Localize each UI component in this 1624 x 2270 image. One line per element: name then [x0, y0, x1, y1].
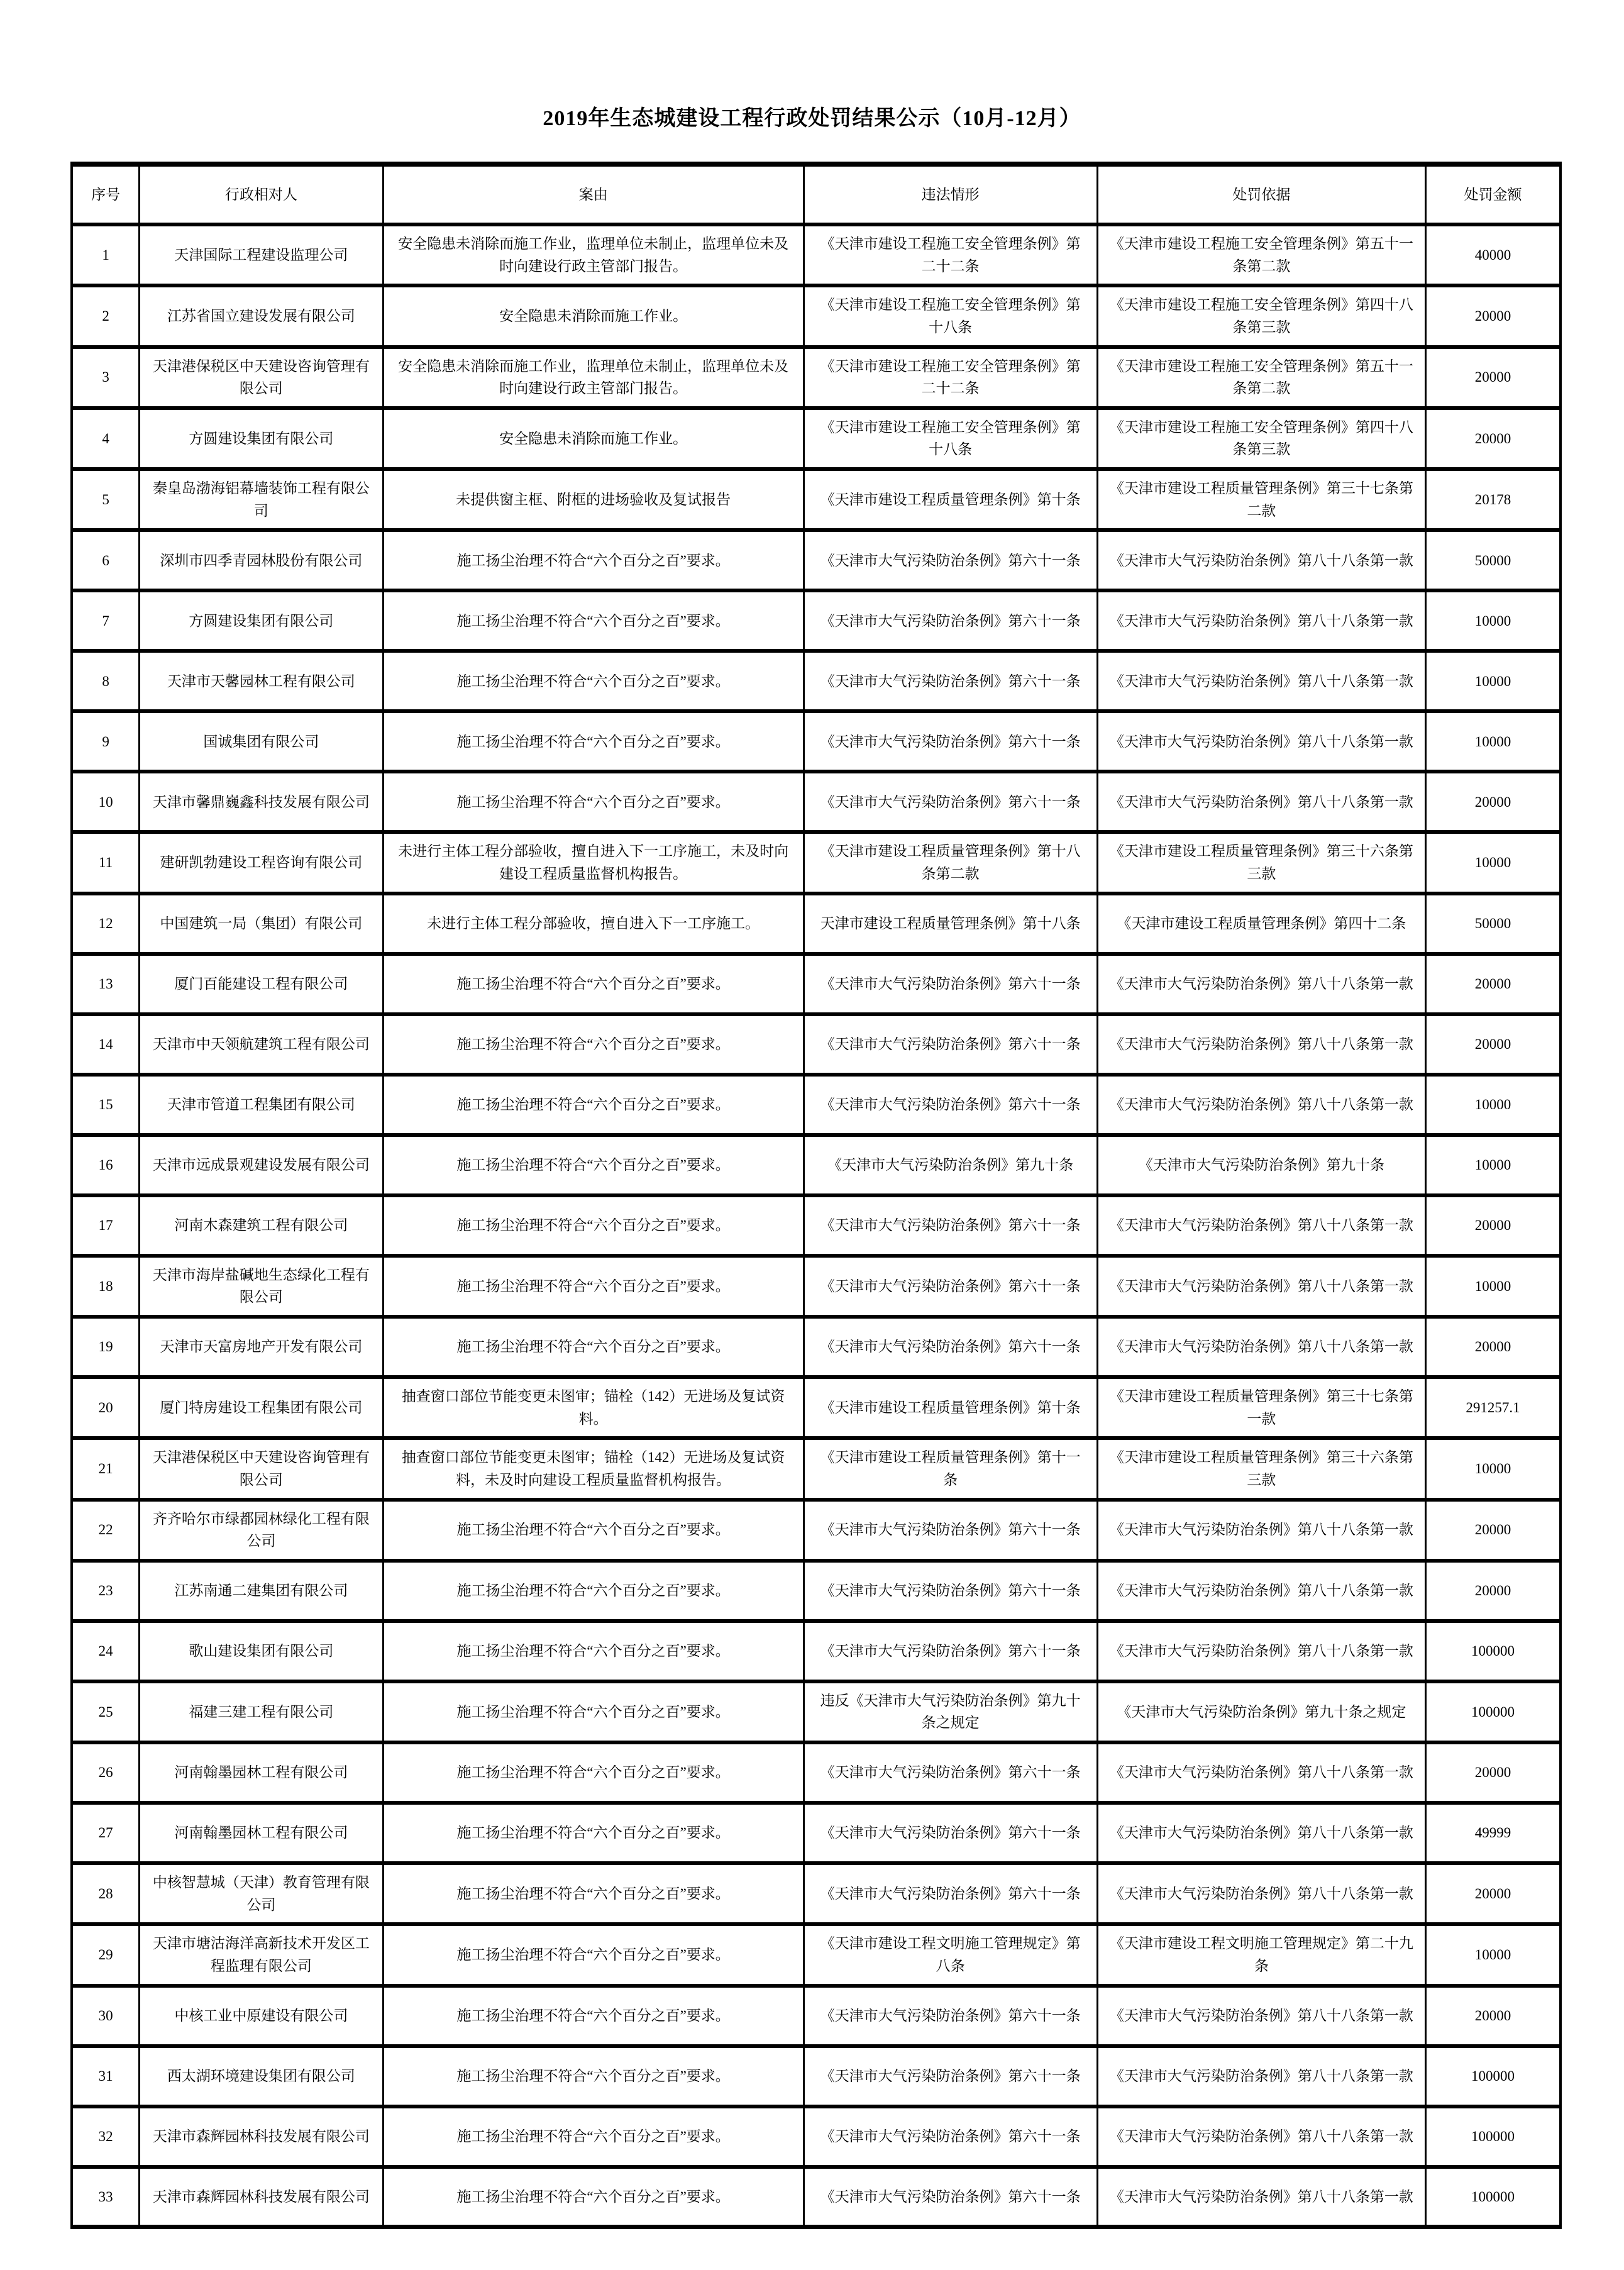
cell-amount: 100000 — [1425, 2046, 1560, 2107]
cell-amount: 10000 — [1425, 1924, 1560, 1985]
cell-party: 秦皇岛渤海铝幕墙装饰工程有限公司 — [140, 469, 383, 530]
cell-party: 中国建筑一局（集团）有限公司 — [140, 894, 383, 954]
table-row — [72, 1803, 1560, 1863]
cell-no: 27 — [72, 1803, 140, 1863]
cell-party: 天津市馨鼎巍鑫科技发展有限公司 — [140, 772, 383, 832]
cell-violation: 《天津市大气污染防治条例》第六十一条 — [804, 1742, 1097, 1803]
cell-party: 天津市海岸盐碱地生态绿化工程有限公司 — [140, 1256, 383, 1317]
cell-cause: 施工扬尘治理不符合“六个百分之百”要求。 — [383, 1195, 804, 1256]
cell-violation: 《天津市大气污染防治条例》第六十一条 — [804, 2046, 1097, 2107]
table-row — [72, 1500, 1560, 1561]
cell-cause: 施工扬尘治理不符合“六个百分之百”要求。 — [383, 1803, 804, 1863]
cell-amount: 49999 — [1425, 1803, 1560, 1863]
table-row — [72, 1075, 1560, 1135]
cell-cause: 抽查窗口部位节能变更未图审；锚栓（142）无进场及复试资料，未及时向建设工程质量监督机构报告。 — [383, 1438, 804, 1499]
cell-basis: 《天津市大气污染防治条例》第八十八条第一款 — [1097, 711, 1425, 772]
cell-no: 21 — [72, 1438, 140, 1499]
cell-amount: 10000 — [1425, 1135, 1560, 1195]
cell-amount: 20178 — [1425, 469, 1560, 530]
cell-violation: 《天津市大气污染防治条例》第六十一条 — [804, 2107, 1097, 2167]
header-cause: 案由 — [383, 164, 804, 224]
cell-cause: 施工扬尘治理不符合“六个百分之百”要求。 — [383, 1135, 804, 1195]
cell-cause: 抽查窗口部位节能变更未图审；锚栓（142）无进场及复试资料。 — [383, 1377, 804, 1438]
cell-amount: 20000 — [1425, 1317, 1560, 1377]
cell-no: 23 — [72, 1561, 140, 1621]
cell-basis: 《天津市大气污染防治条例》第九十条 — [1097, 1135, 1425, 1195]
cell-basis: 《天津市大气污染防治条例》第八十八条第一款 — [1097, 1621, 1425, 1681]
cell-party: 中核智慧城（天津）教育管理有限公司 — [140, 1863, 383, 1924]
cell-cause: 施工扬尘治理不符合“六个百分之百”要求。 — [383, 954, 804, 1014]
cell-basis: 《天津市大气污染防治条例》第八十八条第一款 — [1097, 1075, 1425, 1135]
cell-no: 31 — [72, 2046, 140, 2107]
cell-violation: 《天津市大气污染防治条例》第六十一条 — [804, 590, 1097, 651]
cell-cause: 施工扬尘治理不符合“六个百分之百”要求。 — [383, 590, 804, 651]
cell-amount: 20000 — [1425, 1742, 1560, 1803]
cell-basis: 《天津市建设工程文明施工管理规定》第二十九条 — [1097, 1924, 1425, 1985]
cell-cause: 安全隐患未消除而施工作业，监理单位未制止，监理单位未及时向建设行政主管部门报告。 — [383, 224, 804, 285]
cell-cause: 施工扬尘治理不符合“六个百分之百”要求。 — [383, 1561, 804, 1621]
cell-no: 2 — [72, 285, 140, 346]
cell-cause: 施工扬尘治理不符合“六个百分之百”要求。 — [383, 1317, 804, 1377]
cell-no: 5 — [72, 469, 140, 530]
table-row — [72, 651, 1560, 711]
cell-amount: 10000 — [1425, 1075, 1560, 1135]
cell-no: 3 — [72, 347, 140, 408]
cell-violation: 《天津市大气污染防治条例》第六十一条 — [804, 530, 1097, 590]
cell-violation: 违反《天津市大气污染防治条例》第九十条之规定 — [804, 1681, 1097, 1742]
cell-no: 14 — [72, 1014, 140, 1075]
table-row — [72, 1986, 1560, 2046]
header-basis: 处罚依据 — [1097, 164, 1425, 224]
cell-no: 20 — [72, 1377, 140, 1438]
cell-basis: 《天津市大气污染防治条例》第八十八条第一款 — [1097, 1317, 1425, 1377]
cell-party: 江苏南通二建集团有限公司 — [140, 1561, 383, 1621]
cell-basis: 《天津市大气污染防治条例》第八十八条第一款 — [1097, 772, 1425, 832]
cell-party: 天津市管道工程集团有限公司 — [140, 1075, 383, 1135]
table-row — [72, 347, 1560, 408]
cell-violation: 《天津市建设工程施工安全管理条例》第二十二条 — [804, 224, 1097, 285]
table-row — [72, 1377, 1560, 1438]
cell-amount: 10000 — [1425, 1256, 1560, 1317]
table-row — [72, 224, 1560, 285]
cell-basis: 《天津市大气污染防治条例》第八十八条第一款 — [1097, 1986, 1425, 2046]
cell-violation: 《天津市大气污染防治条例》第六十一条 — [804, 1803, 1097, 1863]
cell-violation: 《天津市大气污染防治条例》第六十一条 — [804, 1986, 1097, 2046]
cell-party: 天津港保税区中天建设咨询管理有限公司 — [140, 1438, 383, 1499]
page-title: 2019年生态城建设工程行政处罚结果公示（10月-12月） — [543, 107, 1081, 130]
cell-party: 天津市森辉园林科技发展有限公司 — [140, 2167, 383, 2227]
cell-amount: 291257.1 — [1425, 1377, 1560, 1438]
cell-basis: 《天津市建设工程质量管理条例》第四十二条 — [1097, 894, 1425, 954]
cell-amount: 20000 — [1425, 285, 1560, 346]
cell-violation: 《天津市建设工程施工安全管理条例》第二十二条 — [804, 347, 1097, 408]
cell-basis: 《天津市大气污染防治条例》第八十八条第一款 — [1097, 651, 1425, 711]
cell-violation: 《天津市建设工程质量管理条例》第十八条第二款 — [804, 832, 1097, 893]
cell-cause: 未进行主体工程分部验收，擅自进入下一工序施工。 — [383, 894, 804, 954]
header-row — [72, 164, 1560, 224]
cell-violation: 《天津市建设工程文明施工管理规定》第八条 — [804, 1924, 1097, 1985]
cell-party: 齐齐哈尔市绿都园林绿化工程有限公司 — [140, 1500, 383, 1561]
table-row — [72, 1438, 1560, 1499]
cell-amount: 100000 — [1425, 2167, 1560, 2227]
cell-party: 建研凯勃建设工程咨询有限公司 — [140, 832, 383, 893]
cell-no: 16 — [72, 1135, 140, 1195]
cell-party: 河南翰墨园林工程有限公司 — [140, 1803, 383, 1863]
cell-amount: 10000 — [1425, 590, 1560, 651]
cell-basis: 《天津市大气污染防治条例》第九十条之规定 — [1097, 1681, 1425, 1742]
cell-amount: 20000 — [1425, 1561, 1560, 1621]
cell-violation: 《天津市大气污染防治条例》第六十一条 — [804, 1317, 1097, 1377]
cell-cause: 未进行主体工程分部验收，擅自进入下一工序施工，未及时向建设工程质量监督机构报告。 — [383, 832, 804, 893]
table-row — [72, 1924, 1560, 1985]
cell-no: 26 — [72, 1742, 140, 1803]
cell-no: 24 — [72, 1621, 140, 1681]
cell-amount: 10000 — [1425, 651, 1560, 711]
table-row — [72, 1256, 1560, 1317]
cell-no: 25 — [72, 1681, 140, 1742]
cell-cause: 施工扬尘治理不符合“六个百分之百”要求。 — [383, 1681, 804, 1742]
cell-party: 天津市森辉园林科技发展有限公司 — [140, 2107, 383, 2167]
cell-basis: 《天津市大气污染防治条例》第八十八条第一款 — [1097, 590, 1425, 651]
cell-cause: 施工扬尘治理不符合“六个百分之百”要求。 — [383, 1742, 804, 1803]
cell-no: 6 — [72, 530, 140, 590]
cell-violation: 《天津市大气污染防治条例》第六十一条 — [804, 1500, 1097, 1561]
table-body — [72, 224, 1560, 2227]
cell-no: 33 — [72, 2167, 140, 2227]
cell-basis: 《天津市建设工程施工安全管理条例》第五十一条第二款 — [1097, 224, 1425, 285]
cell-cause: 施工扬尘治理不符合“六个百分之百”要求。 — [383, 1986, 804, 2046]
cell-party: 天津港保税区中天建设咨询管理有限公司 — [140, 347, 383, 408]
cell-amount: 20000 — [1425, 1986, 1560, 2046]
cell-party: 歌山建设集团有限公司 — [140, 1621, 383, 1681]
cell-violation: 《天津市大气污染防治条例》第六十一条 — [804, 1195, 1097, 1256]
cell-basis: 《天津市大气污染防治条例》第八十八条第一款 — [1097, 954, 1425, 1014]
cell-basis: 《天津市大气污染防治条例》第八十八条第一款 — [1097, 2107, 1425, 2167]
cell-no: 7 — [72, 590, 140, 651]
cell-no: 19 — [72, 1317, 140, 1377]
table-row — [72, 285, 1560, 346]
cell-violation: 《天津市大气污染防治条例》第九十条 — [804, 1135, 1097, 1195]
table-row — [72, 954, 1560, 1014]
cell-violation: 《天津市建设工程质量管理条例》第十条 — [804, 469, 1097, 530]
cell-no: 29 — [72, 1924, 140, 1985]
cell-cause: 施工扬尘治理不符合“六个百分之百”要求。 — [383, 651, 804, 711]
table-row — [72, 408, 1560, 469]
cell-amount: 100000 — [1425, 1621, 1560, 1681]
table-row — [72, 1317, 1560, 1377]
cell-party: 江苏省国立建设发展有限公司 — [140, 285, 383, 346]
cell-party: 国诚集团有限公司 — [140, 711, 383, 772]
cell-no: 4 — [72, 408, 140, 469]
cell-party: 天津市中天领航建筑工程有限公司 — [140, 1014, 383, 1075]
cell-cause: 施工扬尘治理不符合“六个百分之百”要求。 — [383, 2046, 804, 2107]
cell-cause: 施工扬尘治理不符合“六个百分之百”要求。 — [383, 2167, 804, 2227]
cell-cause: 施工扬尘治理不符合“六个百分之百”要求。 — [383, 1621, 804, 1681]
cell-basis: 《天津市大气污染防治条例》第八十八条第一款 — [1097, 2046, 1425, 2107]
cell-cause: 施工扬尘治理不符合“六个百分之百”要求。 — [383, 1075, 804, 1135]
table-row — [72, 2107, 1560, 2167]
cell-no: 10 — [72, 772, 140, 832]
cell-party: 天津市天馨园林工程有限公司 — [140, 651, 383, 711]
cell-amount: 20000 — [1425, 1195, 1560, 1256]
cell-party: 厦门百能建设工程有限公司 — [140, 954, 383, 1014]
table-row — [72, 1135, 1560, 1195]
cell-no: 11 — [72, 832, 140, 893]
cell-amount: 10000 — [1425, 1438, 1560, 1499]
cell-party: 河南木森建筑工程有限公司 — [140, 1195, 383, 1256]
cell-amount: 50000 — [1425, 894, 1560, 954]
cell-basis: 《天津市大气污染防治条例》第八十八条第一款 — [1097, 1014, 1425, 1075]
cell-party: 厦门特房建设工程集团有限公司 — [140, 1377, 383, 1438]
cell-violation: 《天津市大气污染防治条例》第六十一条 — [804, 2167, 1097, 2227]
cell-amount: 20000 — [1425, 954, 1560, 1014]
cell-amount: 20000 — [1425, 408, 1560, 469]
cell-cause: 施工扬尘治理不符合“六个百分之百”要求。 — [383, 2107, 804, 2167]
cell-cause: 施工扬尘治理不符合“六个百分之百”要求。 — [383, 772, 804, 832]
cell-basis: 《天津市大气污染防治条例》第八十八条第一款 — [1097, 1863, 1425, 1924]
cell-violation: 天津市建设工程质量管理条例》第十八条 — [804, 894, 1097, 954]
cell-amount: 100000 — [1425, 1681, 1560, 1742]
table-row — [72, 2046, 1560, 2107]
cell-no: 1 — [72, 224, 140, 285]
cell-basis: 《天津市大气污染防治条例》第八十八条第一款 — [1097, 2167, 1425, 2227]
cell-basis: 《天津市大气污染防治条例》第八十八条第一款 — [1097, 530, 1425, 590]
cell-party: 福建三建工程有限公司 — [140, 1681, 383, 1742]
cell-no: 13 — [72, 954, 140, 1014]
table-row — [72, 711, 1560, 772]
cell-basis: 《天津市大气污染防治条例》第八十八条第一款 — [1097, 1803, 1425, 1863]
cell-amount: 10000 — [1425, 832, 1560, 893]
cell-basis: 《天津市大气污染防治条例》第八十八条第一款 — [1097, 1195, 1425, 1256]
cell-cause: 施工扬尘治理不符合“六个百分之百”要求。 — [383, 1014, 804, 1075]
cell-party: 天津市远成景观建设发展有限公司 — [140, 1135, 383, 1195]
table-row — [72, 1195, 1560, 1256]
cell-violation: 《天津市建设工程质量管理条例》第十条 — [804, 1377, 1097, 1438]
cell-no: 30 — [72, 1986, 140, 2046]
cell-violation: 《天津市建设工程施工安全管理条例》第十八条 — [804, 408, 1097, 469]
cell-amount: 10000 — [1425, 711, 1560, 772]
cell-no: 32 — [72, 2107, 140, 2167]
cell-basis: 《天津市建设工程施工安全管理条例》第四十八条第三款 — [1097, 408, 1425, 469]
cell-amount: 50000 — [1425, 530, 1560, 590]
cell-party: 深圳市四季青园林股份有限公司 — [140, 530, 383, 590]
cell-violation: 《天津市大气污染防治条例》第六十一条 — [804, 1621, 1097, 1681]
cell-basis: 《天津市建设工程施工安全管理条例》第五十一条第二款 — [1097, 347, 1425, 408]
cell-amount: 20000 — [1425, 1500, 1560, 1561]
cell-basis: 《天津市建设工程质量管理条例》第三十七条第二款 — [1097, 469, 1425, 530]
cell-basis: 《天津市大气污染防治条例》第八十八条第一款 — [1097, 1256, 1425, 1317]
cell-basis: 《天津市大气污染防治条例》第八十八条第一款 — [1097, 1742, 1425, 1803]
cell-violation: 《天津市大气污染防治条例》第六十一条 — [804, 1863, 1097, 1924]
table-row — [72, 469, 1560, 530]
cell-party: 中核工业中原建设有限公司 — [140, 1986, 383, 2046]
cell-amount: 20000 — [1425, 1014, 1560, 1075]
table-row — [72, 832, 1560, 893]
cell-basis: 《天津市建设工程质量管理条例》第三十六条第三款 — [1097, 1438, 1425, 1499]
header-party: 行政相对人 — [140, 164, 383, 224]
cell-no: 8 — [72, 651, 140, 711]
table-row — [72, 772, 1560, 832]
cell-violation: 《天津市大气污染防治条例》第六十一条 — [804, 954, 1097, 1014]
cell-amount: 20000 — [1425, 347, 1560, 408]
cell-cause: 未提供窗主框、附框的进场验收及复试报告 — [383, 469, 804, 530]
table-row — [72, 1014, 1560, 1075]
cell-party: 方圆建设集团有限公司 — [140, 408, 383, 469]
cell-no: 18 — [72, 1256, 140, 1317]
cell-cause: 安全隐患未消除而施工作业。 — [383, 408, 804, 469]
cell-no: 9 — [72, 711, 140, 772]
table-row — [72, 1681, 1560, 1742]
cell-violation: 《天津市大气污染防治条例》第六十一条 — [804, 711, 1097, 772]
cell-basis: 《天津市大气污染防治条例》第八十八条第一款 — [1097, 1500, 1425, 1561]
cell-party: 天津国际工程建设监理公司 — [140, 224, 383, 285]
cell-cause: 安全隐患未消除而施工作业，监理单位未制止，监理单位未及时向建设行政主管部门报告。 — [383, 347, 804, 408]
cell-basis: 《天津市建设工程质量管理条例》第三十七条第一款 — [1097, 1377, 1425, 1438]
header-violation: 违法情形 — [804, 164, 1097, 224]
cell-party: 天津市塘沽海洋高新技术开发区工程监理有限公司 — [140, 1924, 383, 1985]
cell-amount: 40000 — [1425, 224, 1560, 285]
cell-basis: 《天津市建设工程施工安全管理条例》第四十八条第三款 — [1097, 285, 1425, 346]
table-row — [72, 1621, 1560, 1681]
table-row — [72, 530, 1560, 590]
cell-violation: 《天津市大气污染防治条例》第六十一条 — [804, 772, 1097, 832]
cell-cause: 施工扬尘治理不符合“六个百分之百”要求。 — [383, 1924, 804, 1985]
cell-party: 河南翰墨园林工程有限公司 — [140, 1742, 383, 1803]
table-row — [72, 590, 1560, 651]
cell-cause: 施工扬尘治理不符合“六个百分之百”要求。 — [383, 1863, 804, 1924]
cell-violation: 《天津市建设工程质量管理条例》第十一条 — [804, 1438, 1097, 1499]
cell-party: 西太湖环境建设集团有限公司 — [140, 2046, 383, 2107]
table-row — [72, 1561, 1560, 1621]
cell-violation: 《天津市大气污染防治条例》第六十一条 — [804, 651, 1097, 711]
cell-amount: 20000 — [1425, 1863, 1560, 1924]
table-row — [72, 1742, 1560, 1803]
cell-basis: 《天津市建设工程质量管理条例》第三十六条第三款 — [1097, 832, 1425, 893]
header-amount: 处罚金额 — [1425, 164, 1560, 224]
cell-no: 28 — [72, 1863, 140, 1924]
cell-no: 22 — [72, 1500, 140, 1561]
table-row — [72, 2167, 1560, 2227]
cell-no: 12 — [72, 894, 140, 954]
table-header — [72, 164, 1560, 224]
penalty-results-table — [70, 162, 1562, 2229]
cell-party: 方圆建设集团有限公司 — [140, 590, 383, 651]
cell-cause: 安全隐患未消除而施工作业。 — [383, 285, 804, 346]
cell-violation: 《天津市大气污染防治条例》第六十一条 — [804, 1014, 1097, 1075]
cell-violation: 《天津市大气污染防治条例》第六十一条 — [804, 1561, 1097, 1621]
cell-violation: 《天津市建设工程施工安全管理条例》第十八条 — [804, 285, 1097, 346]
table-row — [72, 1863, 1560, 1924]
cell-no: 17 — [72, 1195, 140, 1256]
cell-cause: 施工扬尘治理不符合“六个百分之百”要求。 — [383, 1256, 804, 1317]
cell-party: 天津市天富房地产开发有限公司 — [140, 1317, 383, 1377]
cell-cause: 施工扬尘治理不符合“六个百分之百”要求。 — [383, 530, 804, 590]
cell-basis: 《天津市大气污染防治条例》第八十八条第一款 — [1097, 1561, 1425, 1621]
header-no: 序号 — [72, 164, 140, 224]
cell-no: 15 — [72, 1075, 140, 1135]
table-row — [72, 894, 1560, 954]
cell-cause: 施工扬尘治理不符合“六个百分之百”要求。 — [383, 711, 804, 772]
cell-violation: 《天津市大气污染防治条例》第六十一条 — [804, 1075, 1097, 1135]
cell-amount: 100000 — [1425, 2107, 1560, 2167]
cell-amount: 20000 — [1425, 772, 1560, 832]
cell-violation: 《天津市大气污染防治条例》第六十一条 — [804, 1256, 1097, 1317]
cell-cause: 施工扬尘治理不符合“六个百分之百”要求。 — [383, 1500, 804, 1561]
